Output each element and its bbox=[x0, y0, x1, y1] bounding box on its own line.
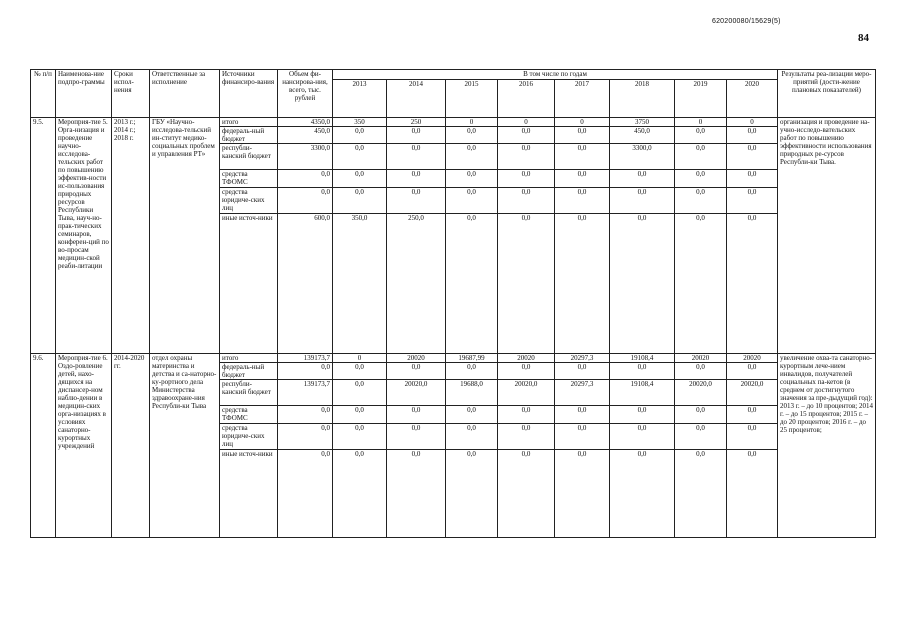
year-amount: 0,0 bbox=[555, 406, 610, 424]
funding-source: средства юридиче-ских лиц bbox=[220, 188, 278, 214]
year-amount: 0,0 bbox=[675, 144, 727, 170]
year-amount: 0 bbox=[498, 118, 555, 127]
year-amount: 0,0 bbox=[446, 170, 498, 188]
total-amount: 0,0 bbox=[278, 424, 333, 450]
year-amount: 0,0 bbox=[446, 363, 498, 380]
year-amount: 0,0 bbox=[555, 424, 610, 450]
year-amount: 0,0 bbox=[610, 188, 675, 214]
year-amount: 0 bbox=[727, 118, 778, 127]
year-amount: 0,0 bbox=[555, 450, 610, 538]
col-results-header: Результаты реа-лизации меро-приятий (дости-жение плановых показателей) bbox=[778, 70, 876, 118]
year-amount: 0,0 bbox=[498, 424, 555, 450]
year-amount: 0,0 bbox=[610, 424, 675, 450]
year-amount: 0,0 bbox=[610, 450, 675, 538]
total-amount: 3300,0 bbox=[278, 144, 333, 170]
year-amount: 350 bbox=[333, 118, 387, 127]
year-amount: 0,0 bbox=[387, 406, 446, 424]
year-amount: 0,0 bbox=[675, 363, 727, 380]
year-amount: 0,0 bbox=[727, 406, 778, 424]
total-amount: 600,0 bbox=[278, 214, 333, 354]
year-amount: 0,0 bbox=[498, 450, 555, 538]
activity-name: Мероприя-тие 5. Орга-низация и проведение научно-исследова-тельских работ по повышению эффектив-ности ис-пользования природных ресурсов Республики Тыва, науч-но-прак-тических семинаров, конферен-ций по во-просам медицин-ской реаби-литации bbox=[56, 118, 112, 354]
funding-source: итого bbox=[220, 354, 278, 363]
funding-source: иные источ-ники bbox=[220, 450, 278, 538]
year-amount: 20020,0 bbox=[675, 380, 727, 406]
year-amount: 20020 bbox=[675, 354, 727, 363]
year-amount: 0,0 bbox=[387, 170, 446, 188]
year-amount: 0,0 bbox=[727, 214, 778, 354]
col-name-header: Наименова-ние подпро-граммы bbox=[56, 70, 112, 118]
year-amount: 0,0 bbox=[610, 170, 675, 188]
financing-table bbox=[30, 69, 876, 538]
year-amount: 20020,0 bbox=[727, 380, 778, 406]
year-amount: 0,0 bbox=[498, 144, 555, 170]
year-amount: 0,0 bbox=[727, 424, 778, 450]
year-header: 2013 bbox=[333, 80, 387, 118]
table-row bbox=[31, 354, 876, 363]
expected-results: увеличение охва-та санаторно-курортным лече-нием инвалидов, получателей социальных па-кетов (в среднем от достигнутого значения за пре-дыдущий год): 2013 г. – до 10 процентов; 2014 г. – до 15 процентов; 2015 г. – до 20 процентов; 2016 г. – до 25 процентов; bbox=[778, 354, 876, 538]
year-amount: 19687,99 bbox=[446, 354, 498, 363]
year-amount: 0,0 bbox=[727, 170, 778, 188]
year-amount: 3750 bbox=[610, 118, 675, 127]
year-header: 2016 bbox=[498, 80, 555, 118]
funding-source: средства ТФОМС bbox=[220, 170, 278, 188]
document-id: 620200080/15629(5) bbox=[712, 18, 781, 25]
year-header: 2020 bbox=[727, 80, 778, 118]
year-amount: 0,0 bbox=[675, 214, 727, 354]
year-header: 2017 bbox=[555, 80, 610, 118]
year-amount: 250 bbox=[387, 118, 446, 127]
total-amount: 139173,7 bbox=[278, 380, 333, 406]
year-amount: 0,0 bbox=[387, 188, 446, 214]
funding-source: федераль-ный бюджет bbox=[220, 127, 278, 144]
col-num-header: № п/п bbox=[31, 70, 56, 118]
funding-source: иные источ-ники bbox=[220, 214, 278, 354]
total-amount: 4350,0 bbox=[278, 118, 333, 127]
year-amount: 0,0 bbox=[555, 144, 610, 170]
year-header: 2018 bbox=[610, 80, 675, 118]
table-row bbox=[31, 118, 876, 127]
year-amount: 0,0 bbox=[446, 188, 498, 214]
year-amount: 0,0 bbox=[387, 144, 446, 170]
year-amount: 0,0 bbox=[675, 450, 727, 538]
year-amount: 0,0 bbox=[333, 450, 387, 538]
year-amount: 0,0 bbox=[555, 170, 610, 188]
activity-name: Мероприя-тие 6. Оздо-ровление детей, нахо-дящихся на диспансер-ном наблю-дении в медицин-ских орга-низациях в условиях санаторно-курортных учреждений bbox=[56, 354, 112, 538]
year-amount: 0,0 bbox=[333, 380, 387, 406]
col-volume-header: Объем фи-нансирова-ния, всего, тыс. рублей bbox=[278, 70, 333, 118]
year-header: 2019 bbox=[675, 80, 727, 118]
year-amount: 0,0 bbox=[333, 363, 387, 380]
year-amount: 0,0 bbox=[498, 188, 555, 214]
year-amount: 0,0 bbox=[727, 363, 778, 380]
expected-results: организация и проведение на-учно-исследо-вательских работ по повышению эффективности использования природных ре-сурсов Республи-ки Тыва. bbox=[778, 118, 876, 354]
year-amount: 0,0 bbox=[555, 363, 610, 380]
year-amount: 0,0 bbox=[446, 214, 498, 354]
year-amount: 0,0 bbox=[498, 170, 555, 188]
total-amount: 450,0 bbox=[278, 127, 333, 144]
year-header: 2014 bbox=[387, 80, 446, 118]
year-amount: 20020 bbox=[387, 354, 446, 363]
total-amount: 0,0 bbox=[278, 188, 333, 214]
year-amount: 20020,0 bbox=[498, 380, 555, 406]
execution-terms: 2013 г.; 2014 г.; 2018 г. bbox=[112, 118, 150, 354]
col-years-group-header: В том числе по годам bbox=[333, 70, 778, 80]
year-header: 2015 bbox=[446, 80, 498, 118]
col-terms-header: Сроки испол-нения bbox=[112, 70, 150, 118]
row-number: 9.5. bbox=[31, 118, 56, 354]
total-amount: 0,0 bbox=[278, 363, 333, 380]
year-amount: 250,0 bbox=[387, 214, 446, 354]
year-amount: 450,0 bbox=[610, 127, 675, 144]
year-amount: 0,0 bbox=[610, 214, 675, 354]
year-amount: 350,0 bbox=[333, 214, 387, 354]
year-amount: 0,0 bbox=[387, 424, 446, 450]
year-amount: 3300,0 bbox=[610, 144, 675, 170]
year-amount: 0,0 bbox=[446, 450, 498, 538]
year-amount: 0,0 bbox=[727, 144, 778, 170]
year-amount: 0,0 bbox=[675, 188, 727, 214]
year-amount: 20020 bbox=[727, 354, 778, 363]
year-amount: 0,0 bbox=[333, 406, 387, 424]
year-amount: 0,0 bbox=[446, 406, 498, 424]
year-amount: 0,0 bbox=[610, 406, 675, 424]
year-amount: 0 bbox=[333, 354, 387, 363]
year-amount: 0,0 bbox=[387, 450, 446, 538]
row-number: 9.6. bbox=[31, 354, 56, 538]
funding-source: итого bbox=[220, 118, 278, 127]
year-amount: 19688,0 bbox=[446, 380, 498, 406]
year-amount: 0,0 bbox=[333, 127, 387, 144]
year-amount: 0,0 bbox=[446, 127, 498, 144]
year-amount: 20297,3 bbox=[555, 354, 610, 363]
total-amount: 139173,7 bbox=[278, 354, 333, 363]
responsible-party: отдел охраны материнства и детства и са-наторно-ку-рортного дела Министерства здравоохране-ния Республи-ки Тыва bbox=[150, 354, 220, 538]
total-amount: 0,0 bbox=[278, 406, 333, 424]
year-amount: 0,0 bbox=[727, 127, 778, 144]
year-amount: 0,0 bbox=[333, 144, 387, 170]
year-amount: 19108,4 bbox=[610, 380, 675, 406]
year-amount: 20020,0 bbox=[387, 380, 446, 406]
year-amount: 19108,4 bbox=[610, 354, 675, 363]
year-amount: 0,0 bbox=[333, 188, 387, 214]
responsible-party: ГБУ «Научно-исследова-тельский ин-ститут медико-социальных проблем и управления РТ» bbox=[150, 118, 220, 354]
year-amount: 20297,3 bbox=[555, 380, 610, 406]
funding-source: республи-канский бюджет bbox=[220, 380, 278, 406]
year-amount: 0,0 bbox=[446, 144, 498, 170]
year-amount: 0,0 bbox=[498, 127, 555, 144]
col-responsible-header: Ответственные за исполнение bbox=[150, 70, 220, 118]
year-amount: 0,0 bbox=[498, 363, 555, 380]
year-amount: 0,0 bbox=[498, 214, 555, 354]
year-amount: 0,0 bbox=[675, 127, 727, 144]
funding-source: средства юридиче-ских лиц bbox=[220, 424, 278, 450]
year-amount: 0 bbox=[555, 118, 610, 127]
total-amount: 0,0 bbox=[278, 170, 333, 188]
year-amount: 0,0 bbox=[387, 127, 446, 144]
col-sources-header: Источники финансиро-вания bbox=[220, 70, 278, 118]
year-amount: 0,0 bbox=[387, 363, 446, 380]
year-amount: 0,0 bbox=[446, 424, 498, 450]
year-amount: 0,0 bbox=[610, 363, 675, 380]
year-amount: 0,0 bbox=[498, 406, 555, 424]
year-amount: 0,0 bbox=[333, 170, 387, 188]
year-amount: 0,0 bbox=[675, 424, 727, 450]
year-amount: 0 bbox=[675, 118, 727, 127]
year-amount: 20020 bbox=[498, 354, 555, 363]
year-amount: 0,0 bbox=[555, 127, 610, 144]
year-amount: 0,0 bbox=[555, 214, 610, 354]
year-amount: 0 bbox=[446, 118, 498, 127]
funding-source: средства ТФОМС bbox=[220, 406, 278, 424]
total-amount: 0,0 bbox=[278, 450, 333, 538]
year-amount: 0,0 bbox=[727, 188, 778, 214]
year-amount: 0,0 bbox=[675, 170, 727, 188]
page-number: 84 bbox=[858, 32, 869, 44]
year-amount: 0,0 bbox=[675, 406, 727, 424]
year-amount: 0,0 bbox=[727, 450, 778, 538]
year-amount: 0,0 bbox=[333, 424, 387, 450]
funding-source: федераль-ный бюджет bbox=[220, 363, 278, 380]
execution-terms: 2014-2020 гг. bbox=[112, 354, 150, 538]
funding-source: республи-канский бюджет bbox=[220, 144, 278, 170]
year-amount: 0,0 bbox=[555, 188, 610, 214]
